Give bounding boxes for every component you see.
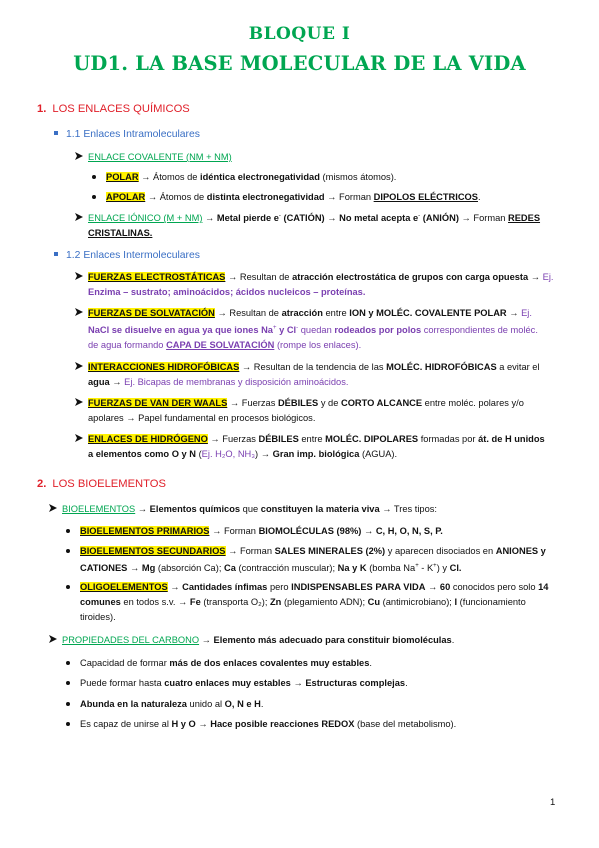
list-item-apolar bbox=[92, 190, 481, 205]
text: . bbox=[477, 192, 481, 202]
list-item-oligoelementos bbox=[66, 580, 566, 625]
text: (rompe los enlaces). bbox=[274, 340, 362, 351]
square-bullet-icon bbox=[54, 252, 58, 256]
arrowhead-bullet-icon bbox=[74, 361, 84, 371]
polar-label: POLAR bbox=[106, 172, 139, 182]
dot-bullet-icon bbox=[92, 195, 96, 199]
text: → Resultan de la tendencia de las bbox=[239, 362, 387, 372]
text: Puede formar hasta bbox=[80, 678, 165, 688]
text: BIOELEMENTOS PRIMARIOS bbox=[80, 526, 210, 536]
text: entre moléc. polares y/o bbox=[422, 398, 524, 408]
text: BIOELEMENTOS bbox=[62, 504, 136, 514]
text: → bbox=[127, 563, 142, 574]
text: Es capaz de unirse al bbox=[80, 719, 172, 729]
text: → bbox=[109, 377, 125, 387]
text: DÉBILES bbox=[277, 398, 319, 408]
text: . bbox=[451, 635, 455, 645]
text: atracción electrostática de grupos con carga opuesta bbox=[292, 272, 529, 282]
text: entre bbox=[298, 434, 326, 444]
text: constituyen la materia viva bbox=[260, 504, 380, 514]
text: y de bbox=[318, 398, 341, 408]
text: pero bbox=[267, 582, 292, 592]
square-bullet-icon bbox=[54, 131, 58, 135]
text: FUERZAS DE SOLVATACIÓN bbox=[88, 308, 215, 318]
list-item-bioelementos bbox=[48, 502, 568, 517]
text: Cl. bbox=[449, 563, 462, 574]
text: BIOMOLÉCULAS (98%) bbox=[258, 526, 362, 536]
text: atracción bbox=[281, 308, 323, 318]
text: → bbox=[506, 308, 522, 318]
text: C, H, O, N, S, P. bbox=[375, 526, 443, 536]
section-1-number: 1. bbox=[37, 103, 47, 115]
text: (mismos átomos). bbox=[319, 172, 397, 182]
text: (transporta O₂); bbox=[200, 597, 270, 607]
text: MOLÉC. HIDROFÓBICAS bbox=[386, 362, 497, 372]
text: → bbox=[202, 213, 217, 224]
text: ) → bbox=[255, 449, 273, 459]
text: cuatro enlaces muy estables bbox=[164, 678, 291, 688]
text: H y O bbox=[171, 719, 196, 729]
text: 14 bbox=[538, 582, 549, 592]
text: . bbox=[260, 699, 264, 709]
text: → Forman bbox=[458, 213, 508, 224]
text: CATIONES bbox=[80, 563, 128, 574]
arrowhead-bullet-icon bbox=[74, 212, 84, 222]
dot-bullet-icon bbox=[66, 529, 70, 533]
text: conocidos pero solo bbox=[450, 582, 539, 592]
list-item-carbono-2 bbox=[66, 676, 408, 691]
section-2-title: LOS BIOELEMENTOS bbox=[52, 478, 166, 490]
text: (CATIÓN) bbox=[283, 213, 325, 224]
text: Elemento más adecuado para constituir biomoléculas bbox=[213, 635, 452, 645]
dot-bullet-icon bbox=[66, 661, 70, 665]
text: → Átomos de bbox=[145, 192, 207, 202]
text: apolares → Papel fundamental en procesos biológicos. bbox=[88, 413, 316, 423]
text: tiroides). bbox=[80, 612, 116, 622]
text: a elementos como O y N bbox=[88, 449, 196, 459]
text: CRISTALINAS. bbox=[88, 228, 153, 239]
text: INDISPENSABLES PARA VIDA bbox=[291, 582, 426, 592]
subsection-1-2 bbox=[54, 250, 200, 261]
text: Estructuras complejas bbox=[305, 678, 406, 688]
dot-bullet-icon bbox=[66, 549, 70, 553]
text: Enzima – sustrato; aminoácidos; ácidos nucleicos – proteínas. bbox=[88, 287, 366, 297]
text: rodeados por polos bbox=[334, 325, 422, 336]
text: Elementos químicos bbox=[149, 504, 241, 514]
list-item-carbono-3 bbox=[66, 697, 263, 712]
text: → Resultan de bbox=[225, 272, 293, 282]
text: → bbox=[199, 635, 214, 645]
covalente-label: ENLACE COVALENTE (NM + NM) bbox=[88, 152, 232, 162]
list-item-hidrogeno bbox=[74, 432, 566, 462]
text: Cantidades ínfimas bbox=[182, 582, 268, 592]
text: ANIONES y bbox=[495, 546, 546, 556]
text: Fe bbox=[189, 597, 201, 607]
list-item-electrostaticas bbox=[74, 270, 566, 300]
arrowhead-bullet-icon bbox=[48, 503, 58, 513]
text: → Forman bbox=[225, 546, 275, 556]
text: OLIGOELEMENTOS bbox=[80, 582, 168, 592]
list-item-polar bbox=[92, 170, 396, 185]
text: de agua formando bbox=[88, 340, 167, 351]
section-1-title: LOS ENLACES QUÍMICOS bbox=[52, 103, 190, 115]
text: 60 bbox=[439, 582, 451, 592]
text: DÉBILES bbox=[258, 434, 299, 444]
text: → bbox=[195, 719, 211, 729]
text: Ca bbox=[224, 563, 236, 574]
text: (absorción Ca); bbox=[155, 563, 224, 574]
list-item-van-der-waals bbox=[74, 396, 566, 426]
text: Ej. bbox=[542, 272, 554, 282]
text: CAPA DE SOLVATACIÓN bbox=[166, 340, 275, 351]
subsection-1-1-title: 1.1 Enlaces Intramoleculares bbox=[66, 129, 200, 140]
text: Hace posible reacciones REDOX bbox=[210, 719, 355, 729]
dot-bullet-icon bbox=[66, 722, 70, 726]
text: Ej. H₂O, NH₃ bbox=[201, 449, 256, 459]
text: y aparecen disociados en bbox=[385, 546, 496, 556]
text: → Fuerzas bbox=[227, 398, 278, 408]
unit-title: UD1. LA BASE MOLECULAR DE LA VIDA bbox=[73, 52, 526, 75]
list-item-solvatacion: FUERZAS DE SOLVATACIÓN → Resultan de atracción entre ION y MOLÉC. COVALENTE POLAR → Ej. NaCl se disuelve en agua ya que iones Na+ y Cl- quedan rodeados por polos correspondientes de moléc. de agua formando CAPA DE SOLVATACIÓN (rompe los enlaces). bbox=[74, 306, 566, 353]
text: . bbox=[405, 678, 408, 688]
text: SALES MINERALES (2%) bbox=[274, 546, 386, 556]
text: → bbox=[361, 526, 376, 536]
list-item-primarios bbox=[66, 524, 566, 539]
list-item-carbono-4 bbox=[66, 717, 456, 732]
text: CORTO ALCANCE bbox=[340, 398, 423, 408]
text: → Forman bbox=[324, 192, 374, 202]
text: → Forman bbox=[209, 526, 259, 536]
text: más de dos enlaces covalentes muy estables bbox=[169, 658, 370, 668]
text: idéntica electronegatividad bbox=[200, 172, 320, 182]
text: Metal pierde e bbox=[216, 213, 279, 224]
page-number: 1 bbox=[550, 797, 556, 808]
text: correspondientes de moléc. bbox=[421, 325, 538, 336]
text: → Átomos de bbox=[138, 172, 201, 182]
text: distinta electronegatividad bbox=[206, 192, 325, 202]
text: unido al bbox=[186, 699, 225, 709]
text: (base del metabolismo). bbox=[354, 719, 457, 729]
dot-bullet-icon bbox=[66, 702, 70, 706]
text: → bbox=[324, 213, 340, 224]
list-item-covalente bbox=[74, 150, 232, 165]
list-item-secundarios: BIOELEMENTOS SECUNDARIOS → Forman SALES MINERALES (2%) y aparecen disociados en ANIONES y CATIONES → Mg (absorción Ca); Ca (contracción muscular); Na y K (bomba Na+ - K+) y Cl. bbox=[66, 544, 566, 576]
list-item-carbono-1 bbox=[66, 656, 372, 671]
text: át. de H unidos bbox=[478, 434, 545, 444]
text: Ej. Bicapas de membranas y disposición aminoácidos. bbox=[124, 377, 349, 387]
text: → bbox=[290, 678, 306, 688]
text: O, N e H bbox=[224, 699, 261, 709]
arrowhead-bullet-icon bbox=[74, 151, 84, 161]
text: (funcionamiento bbox=[457, 597, 526, 607]
text: entre bbox=[322, 308, 350, 318]
text: a evitar el bbox=[496, 362, 540, 372]
text: Abunda en la naturaleza bbox=[80, 699, 187, 709]
dot-bullet-icon bbox=[66, 681, 70, 685]
arrowhead-bullet-icon bbox=[74, 433, 84, 443]
text: Cu bbox=[367, 597, 381, 607]
text: que bbox=[240, 504, 261, 514]
text: . bbox=[369, 658, 372, 668]
text: FUERZAS ELECTROSTÁTICAS bbox=[88, 272, 226, 282]
text: - K bbox=[418, 563, 434, 574]
arrowhead-bullet-icon bbox=[74, 307, 84, 317]
text: (AGUA). bbox=[359, 449, 398, 459]
text: formadas por bbox=[418, 434, 479, 444]
text: agua bbox=[88, 377, 110, 387]
text: (plegamiento ADN); bbox=[281, 597, 368, 607]
text: Na y K bbox=[337, 563, 367, 574]
text: ENLACES DE HIDRÓGENO bbox=[88, 434, 208, 444]
text: en todos s.v. → bbox=[120, 597, 190, 607]
text: (contracción muscular); bbox=[235, 563, 338, 574]
text: ION y MOLÉC. COVALENTE POLAR bbox=[349, 308, 507, 318]
text: Gran imp. biológica bbox=[272, 449, 360, 459]
text: → bbox=[167, 582, 183, 592]
text: → bbox=[135, 504, 150, 514]
text: ) y bbox=[436, 563, 450, 574]
text: (antimicrobiano); bbox=[380, 597, 455, 607]
dot-bullet-icon bbox=[92, 175, 96, 179]
text: → Fuerzas bbox=[207, 434, 259, 444]
section-1-heading bbox=[37, 103, 190, 115]
text: → bbox=[528, 272, 543, 282]
text: REDES bbox=[508, 213, 541, 224]
text: Zn bbox=[270, 597, 282, 607]
ionico-label: ENLACE IÓNICO (M + NM) bbox=[88, 213, 203, 224]
text: MOLÉC. DIPOLARES bbox=[325, 434, 419, 444]
text: (ANIÓN) bbox=[422, 213, 459, 224]
text: FUERZAS DE VAN DER WAALS bbox=[88, 398, 228, 408]
block-title: BLOQUE I bbox=[248, 24, 351, 44]
text: Mg bbox=[141, 563, 156, 574]
subsection-1-2-title: 1.2 Enlaces Intermoleculares bbox=[66, 250, 200, 261]
list-item-hidrofobicas bbox=[74, 360, 566, 390]
section-2-heading bbox=[37, 478, 166, 490]
text: quedan bbox=[298, 325, 335, 336]
section-2-number: 2. bbox=[37, 478, 47, 490]
apolar-label: APOLAR bbox=[106, 192, 146, 202]
arrowhead-bullet-icon bbox=[48, 634, 58, 644]
text: No metal acepta e bbox=[339, 213, 419, 224]
text: comunes bbox=[80, 597, 121, 607]
text: → Resultan de bbox=[214, 308, 282, 318]
text: → bbox=[425, 582, 440, 592]
text: → Tres tipos: bbox=[379, 504, 437, 514]
text: PROPIEDADES DEL CARBONO bbox=[62, 635, 200, 645]
text: Capacidad de formar bbox=[80, 658, 170, 668]
arrowhead-bullet-icon bbox=[74, 397, 84, 407]
text: INTERACCIONES HIDROFÓBICAS bbox=[88, 362, 240, 372]
text: (bomba Na bbox=[366, 563, 416, 574]
list-item-ionico: ENLACE IÓNICO (M + NM) → Metal pierde e- (CATIÓN) → No metal acepta e- (ANIÓN) → Forman REDES CRISTALINAS. bbox=[74, 209, 564, 241]
subsection-1-1 bbox=[54, 129, 200, 140]
text: ( bbox=[195, 449, 202, 459]
text: BIOELEMENTOS SECUNDARIOS bbox=[80, 546, 226, 556]
dot-bullet-icon bbox=[66, 585, 70, 589]
text: DIPOLOS ELÉCTRICOS bbox=[373, 192, 478, 202]
arrowhead-bullet-icon bbox=[74, 271, 84, 281]
text: Ej. bbox=[521, 308, 532, 318]
list-item-propiedades-carbono bbox=[48, 633, 568, 648]
text: NaCl se disuelve en agua ya que iones Na bbox=[88, 325, 273, 336]
text: y Cl bbox=[276, 325, 297, 336]
text: I bbox=[454, 597, 458, 607]
